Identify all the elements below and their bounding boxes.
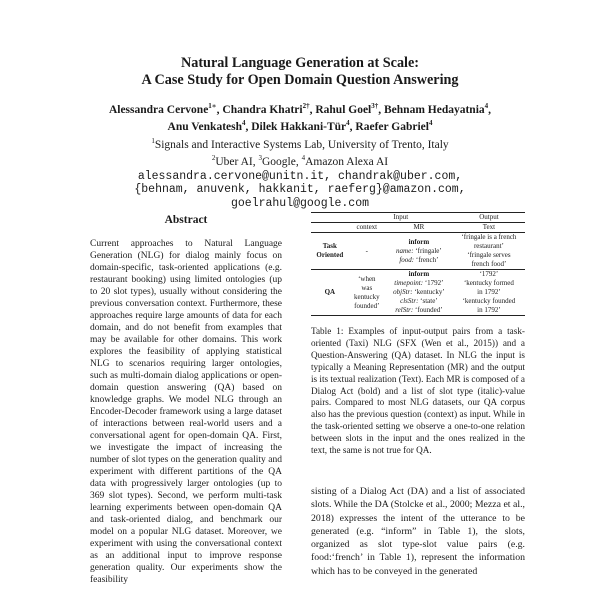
header-output: Output <box>453 213 525 223</box>
subheader-text: Text <box>453 223 525 233</box>
affiliation-text: Amazon Alexa AI <box>305 156 389 169</box>
text-line: restaurant’ <box>473 242 504 250</box>
row-label: QA <box>311 270 349 316</box>
affiliation-text: Google, <box>261 156 302 169</box>
row-label <box>311 233 349 270</box>
slot-value: ‘fringale’ <box>413 246 442 255</box>
author-sup: 4 <box>242 119 246 128</box>
authors-line-1: Alessandra Cervone$^{1∗}$, Chandra Khatri$^{2\dagger}$, Rahul Goel$^{3\dagger}$, Behnam Hedayatnia$^4$, <box>108 102 492 116</box>
paper-title <box>60 55 540 89</box>
author-name: Rahul Goel <box>315 103 372 116</box>
affiliation-sup: 4 <box>301 154 306 163</box>
context-line: ‘when <box>358 274 376 283</box>
author-name: Dilek Hakkani-Tür <box>251 121 347 134</box>
affiliation-line-1 <box>60 135 540 152</box>
cell-context <box>349 270 385 316</box>
row-label-line: Oriented <box>316 251 344 259</box>
mr-slot <box>387 288 451 297</box>
mr-dialog-act: inform <box>408 270 430 278</box>
body-paragraph: sisting of a Dialog Act (DA) and a list of associated slots. While the DA (Stolcke et al., 2000; Mezza et al., 2018) expresses the intent of the utterance to be generated (e.g. “inform” in Table 1), the slots, organized as slot type-slot value pairs (e.g. food:‘french’ in Table 1), represent the information which has to be conveyed in the generated <box>311 485 525 577</box>
slot-value: ‘state’ <box>418 297 438 305</box>
table-row <box>311 233 525 270</box>
table-row <box>311 270 525 316</box>
affiliation-text: Signals and Interactive Systems Lab, University of Trento, Italy <box>154 138 449 151</box>
author-sup: 4 <box>346 119 350 128</box>
abstract-heading: Abstract <box>164 214 208 226</box>
author-block <box>60 100 540 210</box>
slot-value: ‘french’ <box>414 255 439 264</box>
text-line: ‘1792’ <box>479 270 499 278</box>
author-name: Behnam Hedayatnia <box>384 103 485 116</box>
table-caption: Table 1: Examples of input-output pairs from a task-oriented (Taxi) NLG (SFX (Wen et al., 2015)) and a Question-Answering (QA) dataset. In NLG the input is typically a Meaning Representation (MR) and the output is its textual realization (Text). Each MR is composed of a Dialog Act (bold) and a list of slot type (italic)-value pairs. Compared to most NLG datasets, our QA corpus also has the previous question (context) as input. While in the task-oriented setting we observe a one-to-one relation between slots in the input and the ones realized in the text, the same is not true for QA. <box>311 326 525 456</box>
title-line-1: Natural Language Generation at Scale: <box>180 55 419 71</box>
text-line: in 1792’ <box>477 288 501 296</box>
author-name: Chandra Khatri <box>222 103 303 116</box>
subheader-mr: MR <box>385 223 453 233</box>
author-name: Anu Venkatesh <box>167 121 242 134</box>
text-line: ‘fringale serves <box>467 251 511 259</box>
affiliation-text: Uber AI, <box>215 156 259 169</box>
affiliation-sup: 1 <box>151 136 155 145</box>
author-sup: 1∗ <box>208 102 217 110</box>
author-sup: 3† <box>371 102 379 110</box>
email-line-3: goelrahul@google.com <box>230 196 370 210</box>
cell-text <box>453 270 525 316</box>
text-line: french food’ <box>471 260 507 268</box>
slot-type: relStr: <box>395 306 414 314</box>
author-name: Raefer Gabriel <box>355 121 429 134</box>
slot-type: timepoint: <box>394 279 424 287</box>
slot-value: ‘1792’ <box>423 279 444 287</box>
mr-slot <box>387 297 451 306</box>
mr-slot <box>387 306 451 315</box>
mr-slot <box>387 256 451 265</box>
context-line: was <box>361 283 373 292</box>
table-subheader-row <box>311 223 525 233</box>
context-line: kentucky <box>353 292 380 301</box>
header-input: Input <box>349 213 453 223</box>
title-line-2: A Case Study for Open Domain Question Answering <box>141 72 459 88</box>
mr-slot <box>387 279 451 288</box>
affiliation-sup: 2 <box>211 154 216 163</box>
table-header-row <box>311 213 525 223</box>
text-line: in 1792’ <box>477 306 501 314</box>
email-line-2: {behnam, anuvenk, hakkanit, raeferg}@amazon.com, <box>134 183 466 197</box>
right-column <box>311 212 525 578</box>
mr-dialog-act: inform <box>408 237 430 246</box>
cell-mr <box>385 233 453 270</box>
slot-type: food: <box>399 255 415 264</box>
author-name: Alessandra Cervone <box>108 103 209 116</box>
author-sup: 4 <box>484 102 489 110</box>
example-table <box>311 212 525 316</box>
affiliation-sup: 3 <box>258 154 262 163</box>
email-line-1: alessandra.cervone@unitn.it, chandrak@uber.com, <box>137 169 463 183</box>
text-line: ‘kentucky founded <box>462 297 516 305</box>
slot-type: objStr: <box>393 288 413 296</box>
mr-slot <box>387 247 451 256</box>
subheader-context: context <box>349 223 385 233</box>
affiliation-line-2 <box>60 152 540 169</box>
author-sup: 4 <box>428 119 433 128</box>
text-line: ‘fringale is a french <box>461 233 517 241</box>
cell-mr <box>385 270 453 316</box>
authors-line-2: Anu Venkatesh$^4$, Dilek Hakkani-Tür$^4$, Raefer Gabriel$^4$ <box>167 119 433 134</box>
context-line: founded’ <box>354 301 380 310</box>
slot-value: ‘founded’ <box>413 306 443 314</box>
abstract-text: Current approaches to Natural Language Generation (NLG) for dialog mainly focus on domain-specific, task-oriented applications (e.g. restaurant booking) using limited ontologies (up to 20 slot types), usually without considering the previous conversation context. Furthermore, these approaches require large amounts of data for each domain, and do not benefit from examples that may be available for other domains. This work explores the feasibility of applying statistical NLG to scenarios requiring larger ontologies, such as multi-domain dialog applications or open-domain question answering (QA) based on knowledge graphs. We model NLG through an Encoder-Decoder framework using a large dataset of interactions between real-world users and a conversational agent for open-domain QA. First, we investigate the impact of increasing the number of slot types on the generation quality and experiment with different partitions of the QA data with progressively larger ontologies (up to 369 slot types). Second, we perform multi-task learning experiments between open-domain QA and task-oriented dialog, and benchmark our model on a popular NLG dataset. Moreover, we experiment with using the conversational context as an additional input to improve response generation quality. Our experiments show the feasibility <box>90 239 282 585</box>
slot-type: name: <box>396 246 414 255</box>
text-line: ‘kentucky formed <box>463 279 514 287</box>
cell-text <box>453 233 525 270</box>
author-sup: 2† <box>302 102 310 110</box>
left-column <box>90 214 282 586</box>
row-label-line: Task <box>322 242 337 250</box>
slot-type: clsStr: <box>400 297 419 305</box>
cell-context: - <box>349 233 385 270</box>
slot-value: ‘kentucky’ <box>412 288 445 296</box>
